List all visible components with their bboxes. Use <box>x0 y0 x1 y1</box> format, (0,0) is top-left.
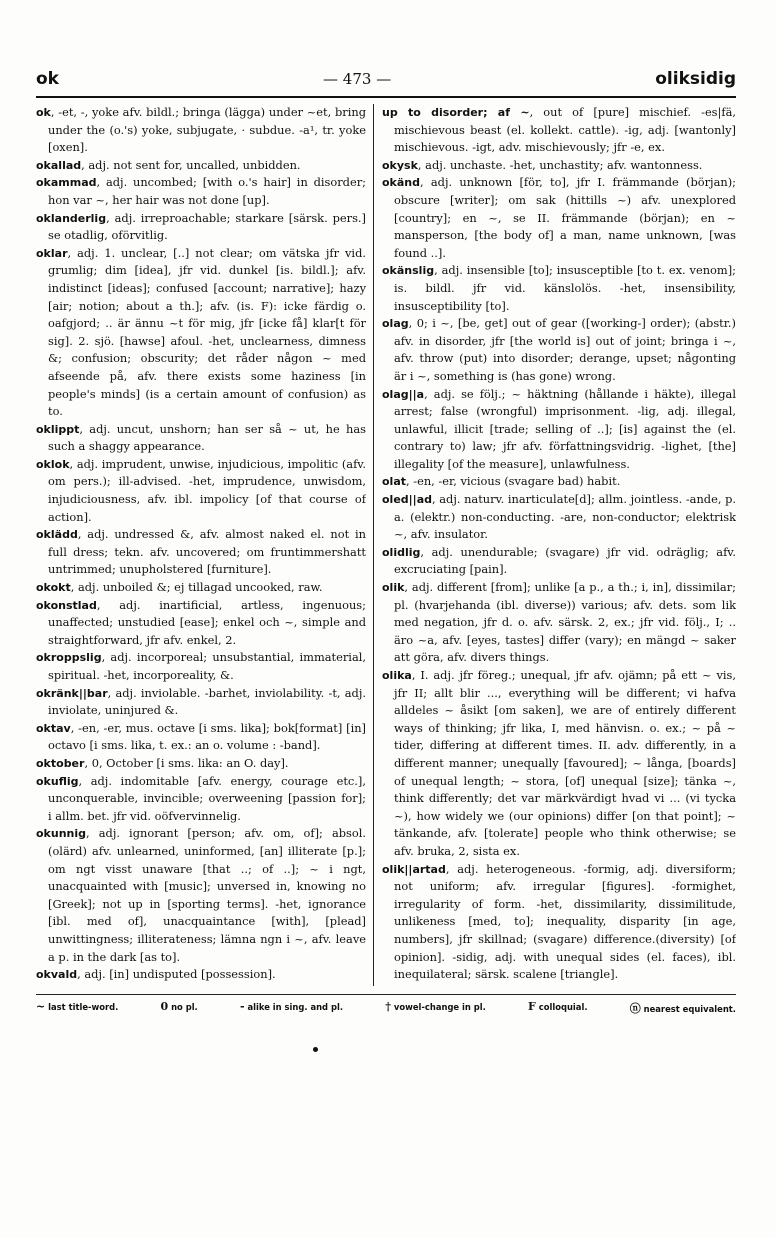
dictionary-entry <box>36 421 366 456</box>
dictionary-entry <box>382 262 736 315</box>
right-guide-word: oliksidig <box>655 69 736 89</box>
entry-headword: okroppslig <box>36 651 102 665</box>
entry-definition: , adj. indomitable [afv. energy, courage etc.], unconquerable, invincible; overweening [passion for]; i allm. bet. jfr vid. oöfvervinnelig. <box>48 773 366 823</box>
dictionary-entry <box>36 825 366 966</box>
column-divider <box>373 104 374 986</box>
entry-definition: , adj. insensible [to]; insusceptible [to t. ex. venom]; is. bildl. jfr vid. känslolös. -het, insensibility, insusceptibility [to]. <box>394 263 736 313</box>
entry-headword: olat <box>382 475 407 489</box>
entry-headword: okränk||bar <box>36 686 108 700</box>
page-number: — 473 — <box>323 70 392 88</box>
entry-definition: , adj. unknown [för, to], jfr I. främmande (början); obscure [writer]; om sak (hittills ~) afv. unexplored [country]; en ~, se II. främmande (början); en ~ mansperson, [the body of] a man, name unknown, [was found ..]. <box>394 175 736 260</box>
legend-nearest: ⓝ nearest equivalent. <box>629 1002 736 1015</box>
entry-headword: okallad <box>36 158 82 172</box>
entry-headword: ok <box>36 106 51 119</box>
entry-definition: , adj. uncombed; [with o.'s hair] in disorder; hon var ~, her hair was not done [up]. <box>48 175 366 207</box>
entry-definition: , adj. inviolable. -barhet, inviolability. -t, adj. inviolate, uninjured &. <box>48 685 366 718</box>
dictionary-entry <box>382 174 736 262</box>
entry-headword: oktav <box>36 721 71 735</box>
entry-definition: , adj. inartificial, artless, ingenuous; unaffected; unstudied [ease]; enkel och ~, simple and straightforward, jfr afv. enkel, 2. <box>48 597 366 647</box>
entry-headword: olag <box>382 317 409 331</box>
dictionary-entry <box>382 157 736 175</box>
header-rule <box>36 96 736 98</box>
entry-definition: , adj. heterogeneous. -formig, adj. diversiform; not uniform; afv. irregular [figures]. -formighet, irregularity of form. -het, dissimilarity, dissimilitude, unlikeness [med, to]; inequality, disparity [in age, numbers], jfr skillnad; (svagare) difference.(diversity) [of opinion]. -sidig, adj. with unequal sides (el. faces), ibl. inequilateral; särsk. scalene [triangle]. <box>394 861 736 982</box>
dictionary-entry <box>36 755 366 773</box>
entry-definition: , adj. naturv. inarticulate[d]; allm. jointless. -ande, p. a. (elektr.) non-conducting. -are, non-conductor; elektrisk ~, afv. insulator. <box>394 492 736 542</box>
right-column <box>382 104 736 984</box>
dictionary-entry <box>36 649 366 684</box>
entry-headword: up to disorder; af ~ <box>382 106 530 119</box>
entry-headword: oklanderlig <box>36 211 107 225</box>
page-header <box>36 66 736 92</box>
footer-rule <box>36 994 736 995</box>
dictionary-entry <box>36 174 366 209</box>
dictionary-entry <box>36 720 366 755</box>
entry-definition: , -en, -er, vicious (svagare bad) habit. <box>406 474 621 489</box>
dictionary-entry <box>36 157 366 175</box>
page-ornament-dot <box>313 1047 318 1052</box>
dictionary-entry <box>36 773 366 826</box>
entry-definition: , adj. imprudent, unwise, injudicious, impolitic (afv. om pers.); ill-advised. -het, imprudence, unwisdom, injudiciousness, afv. ibl. impolicy [of that course of action]. <box>48 456 366 524</box>
entry-definition: , I. adj. jfr föreg.; unequal, jfr afv. ojämn; på ett ~ vis, jfr II; allt blir ..., everything will be different; vi hafva alldeles ~ åsikt [om saken], we are of entirely different ways of thinking; jfr lika, I, med hänvisn. o. ex.; ~ på ~ tider, differing at different times. II. adv. differently, in a different manner; unequally [favoured]; ~ långa, [boards] of unequal length; ~ stora, [of] unequal [size]; tänka ~, think differently; det var märkvärdigt hvad vi ... (vi tycka ~), how widely we (our opinions) differ [on that point]; ~ tänkande, afv. [tolerate] people who think otherwise; se afv. bruka, 2, sista ex. <box>394 668 736 858</box>
left-column <box>36 104 366 984</box>
dictionary-entry <box>382 315 736 385</box>
entry-definition: , adj. unboiled &; ej tillagad uncooked, raw. <box>70 580 323 595</box>
dictionary-entry <box>36 579 366 597</box>
dictionary-entry <box>382 386 736 474</box>
entry-definition: , -et, -, yoke afv. bildl.; bringa (lägga) under ~et, bring under the (o.'s) yoke, subjugate, · subdue. -a¹, tr. yoke [oxen]. <box>48 105 366 155</box>
entry-headword: oklippt <box>36 422 80 436</box>
entry-definition: , adj. uncut, unshorn; han ser så ~ ut, he has such a shaggy appearance. <box>48 421 366 454</box>
entry-definition: , adj. unchaste. -het, unchastity; afv. wantonness. <box>417 157 703 172</box>
dictionary-entry <box>382 491 736 544</box>
left-guide-word: ok <box>36 69 59 89</box>
dictionary-entry <box>36 245 366 421</box>
legend-dagger: † vowel-change in pl. <box>385 1000 486 1013</box>
dictionary-entry <box>36 966 366 984</box>
entry-definition: , adj. 1. unclear, [..] not clear; om vätska jfr vid. grumlig; dim [idea], jfr vid. dunkel [is. bildl.]; afv. indistinct [ideas]; confused [account; narrative]; hazy [air; notion; about a th.]; afv. (is. F): icke färdig o. oafgjord; .. är ännu ~t för mig, jfr [icke få] klar[t för sig]. 2. sjö. [hawse] afoul. -het, unclearness, dimness &; confusion; obscurity; det råder någon ~ med afseende på, afv. there exists some haziness [in people's minds] (is a certain amount of confusion) as to. <box>48 245 366 419</box>
entry-headword: okammad <box>36 176 97 190</box>
entry-definition: , out of [pure] mischief. -es|fä, mischievous beast (el. kollekt. cattle). -ig, adj. [wantonly] mischievous. -igt, adv. mischievously; jfr -e, ex. <box>394 105 736 155</box>
abbreviation-legend <box>36 1000 736 1016</box>
dictionary-entry <box>36 210 366 245</box>
entry-definition: , adj. different [from]; unlike [a p., a th.; i, in], dissimilar; pl. (hvarjehanda (ibl. diverse)) various; afv. dets. som lik med negation, jfr d. o. afv. särsk. 2, ex.; jfr vid. följ., I; .. äro ~a, afv. [eyes, tastes] differ (vary); en mängd ~ saker att göra, afv. divers things. <box>394 580 736 665</box>
legend-tilde: ~ last title-word. <box>36 1000 119 1013</box>
entry-headword: olika <box>382 669 412 682</box>
entry-headword: oklok <box>36 457 70 471</box>
entry-headword: okänd <box>382 176 421 190</box>
dictionary-entry <box>36 526 366 579</box>
entry-definition: , adj. [in] undisputed [possession]. <box>77 967 276 982</box>
entry-definition: , adj. unendurable; (svagare) jfr vid. odräglig; afv. excruciating [pain]. <box>394 544 736 577</box>
dictionary-entry <box>382 861 736 984</box>
dictionary-entry <box>382 544 736 579</box>
entry-headword: olag||a <box>382 387 425 401</box>
entry-headword: oklar <box>36 246 68 260</box>
entry-headword: okuflig <box>36 774 79 788</box>
entry-definition: , adj. incorporeal; unsubstantial, immaterial, spiritual. -het, incorporeality, &. <box>48 650 366 682</box>
entry-definition: , adj. ignorant [person; afv. om, of]; absol. (olärd) afv. unlearned, uninformed, [an] illiterate [p.]; om ngt visst unaware [that ..; of ..]; ~ i ngt, unacquainted with [music]; unversed in, knowing no [Greek]; not up in [sporting terms]. -het, ignorance [ibl. med of], unacquaintance [with], [plead] unwittingness; illiterateness; lämna ngn i ~, afv. leave a p. in the dark [as to]. <box>48 826 366 964</box>
entry-headword: okysk <box>382 158 418 172</box>
entry-headword: okänslig <box>382 264 435 278</box>
entry-headword: okvald <box>36 968 78 982</box>
legend-dash: - alike in sing. and pl. <box>239 1000 344 1013</box>
entry-headword: okokt <box>36 581 71 595</box>
dictionary-entry <box>382 473 736 491</box>
entry-definition: , adj. irreproachable; starkare [särsk. pers.] se otadlig, oförvitlig. <box>48 210 366 243</box>
dictionary-entry <box>382 667 736 861</box>
dictionary-entry <box>36 104 366 157</box>
entry-headword: okonstlad <box>36 598 97 612</box>
entry-definition: , adj. not sent for, uncalled, unbidden. <box>81 157 301 172</box>
dictionary-entry <box>382 579 736 667</box>
entry-definition: , -en, -er, mus. octave [i sms. lika]; bok[format] [in] octavo [i sms. lika, t. ex.: an o. volume : -band]. <box>48 720 366 753</box>
entry-definition: , adj. se följ.; ~ häktning (hållande i häkte), illegal arrest; false (wrongful) imprisonment. -lig, adj. illegal, unlawful, illicit [trade; selling of ..]; [is] against the (el. contrary to) law; jfr afv. författningsvidrig. -lighet, [the] illegality [of the measure], unlawfulness. <box>394 386 736 471</box>
entry-headword: oklädd <box>36 528 78 542</box>
entry-definition: , 0, October [i sms. lika: an O. day]. <box>84 755 289 770</box>
entry-headword: okunnig <box>36 827 87 841</box>
entry-definition: , adj. undressed &, afv. almost naked el. not in full dress; tekn. afv. uncovered; om fruntimmershatt untrimmed; unupholstered [furniture]. <box>48 527 366 577</box>
dictionary-entry <box>36 597 366 650</box>
legend-colloquial: F colloquial. <box>528 1000 588 1013</box>
entry-headword: olik <box>382 581 405 595</box>
entry-headword: olik||artad <box>382 862 446 876</box>
entry-headword: oled||ad <box>382 493 432 507</box>
entry-definition: , 0; i ~, [be, get] out of gear ([working-] order); (abstr.) afv. in disorder, jfr [the world is] out of joint; bringa i ~, afv. throw (put) into disorder; derange, upset; någonting är i ~, something is (has gone) wrong. <box>394 316 736 383</box>
dictionary-entry <box>36 456 366 526</box>
dictionary-entry <box>36 685 366 720</box>
dictionary-entry <box>382 104 736 157</box>
legend-zero: 0 no pl. <box>160 1000 198 1013</box>
entry-headword: oktober <box>36 756 85 770</box>
entry-headword: olidlig <box>382 545 421 559</box>
